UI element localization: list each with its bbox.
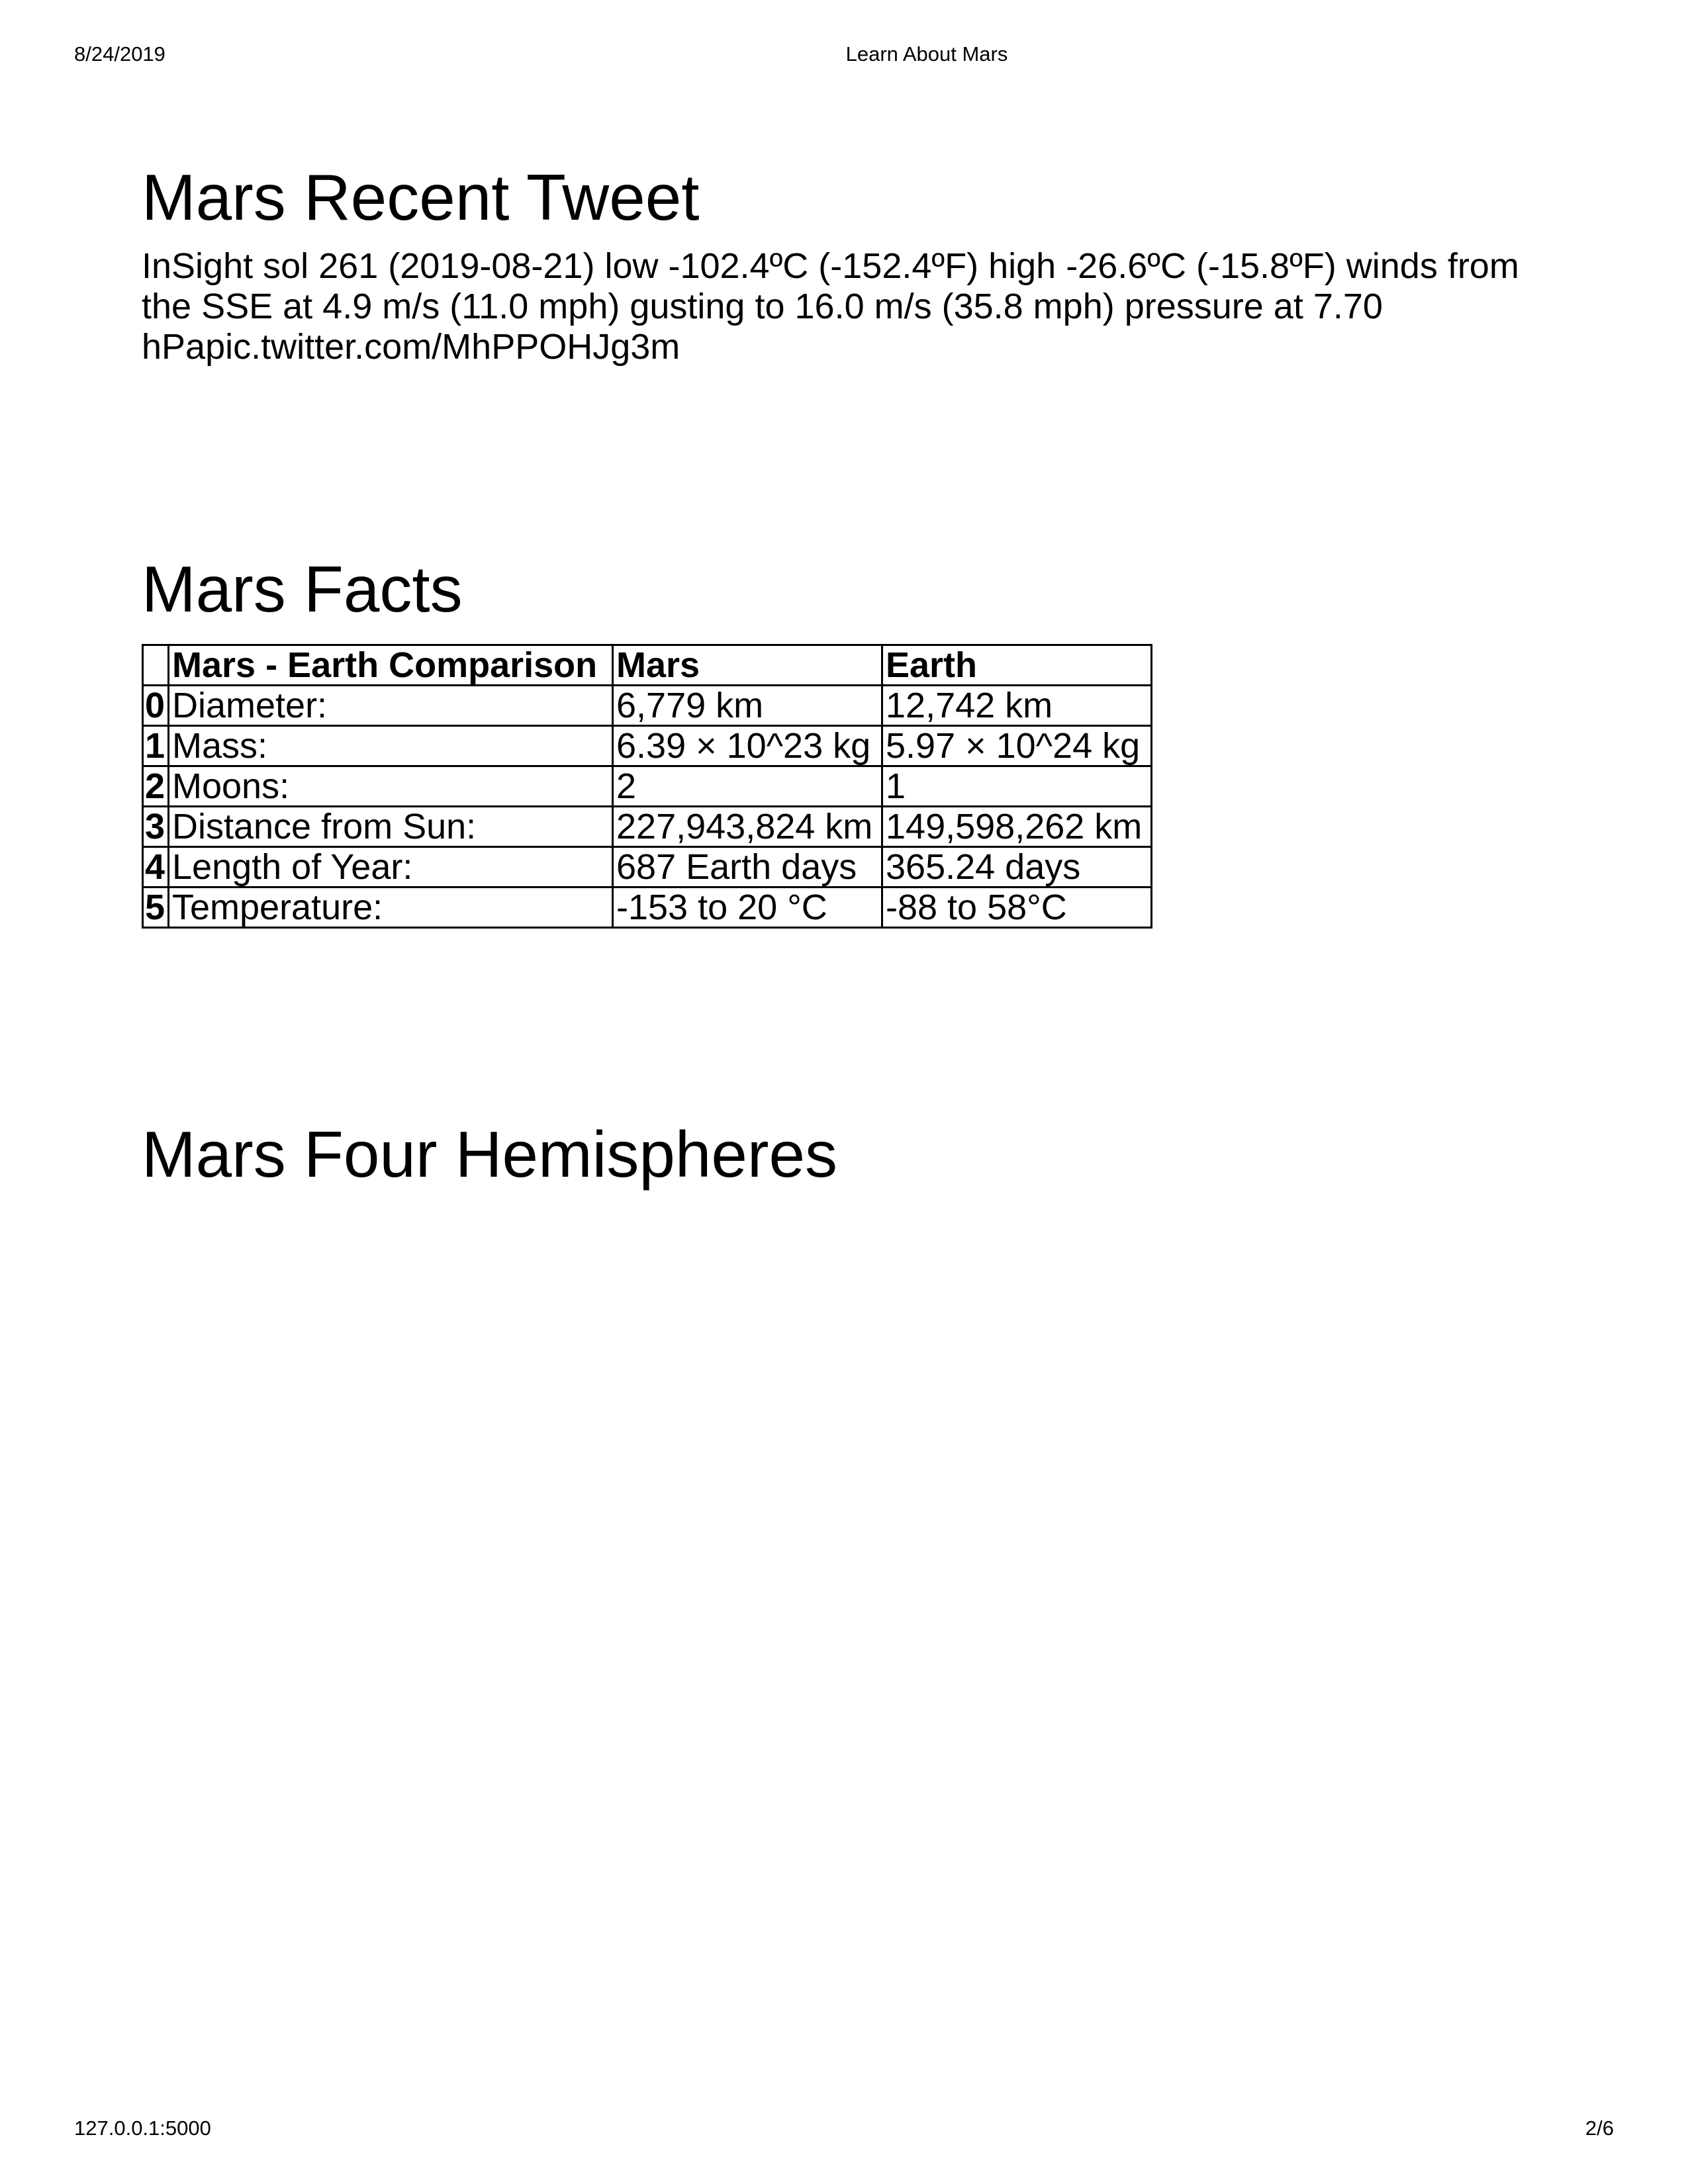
row-index-cell: 2 [143,766,169,807]
row-label-cell: Temperature: [169,887,613,928]
facts-table-container [142,644,1565,929]
row-mars-cell: 2 [613,766,882,807]
row-mars-cell: 687 Earth days [613,847,882,887]
row-earth-cell: 149,598,262 km [882,807,1152,847]
hemispheres-section-heading: Mars Four Hemispheres [142,1118,838,1191]
row-earth-cell: 12,742 km [882,686,1152,726]
row-index-cell: 5 [143,887,169,928]
table-header-row [143,645,1152,686]
row-earth-cell: 5.97 × 10^24 kg [882,726,1152,766]
tweet-section-heading: Mars Recent Tweet [142,161,700,234]
header-mars-cell: Mars [613,645,882,686]
table-row [143,766,1152,807]
row-label-cell: Diameter: [169,686,613,726]
row-mars-cell: 6,779 km [613,686,882,726]
row-earth-cell: -88 to 58°C [882,887,1152,928]
table-row [143,847,1152,887]
print-header-date: 8/24/2019 [74,42,165,66]
print-header-title: Learn About Mars [845,42,1008,66]
facts-section-heading: Mars Facts [142,553,463,625]
row-mars-cell: 6.39 × 10^23 kg [613,726,882,766]
header-index-cell [143,645,169,686]
row-mars-cell: 227,943,824 km [613,807,882,847]
row-label-cell: Mass: [169,726,613,766]
tweet-text: InSight sol 261 (2019-08-21) low -102.4ºC (-152.4ºF) high -26.6ºC (-15.8ºF) winds from the SSE at 4.9 m/s (11.0 mph) gusting to 16.0 m/s (35.8 mph) pressure at 7.70 hPapic.twitter.com/MhPPOHJg3m [142,246,1519,367]
header-comparison-cell: Mars - Earth Comparison [169,645,613,686]
table-row [143,686,1152,726]
row-label-cell: Length of Year: [169,847,613,887]
row-index-cell: 3 [143,807,169,847]
row-label-cell: Moons: [169,766,613,807]
table-row [143,726,1152,766]
row-earth-cell: 365.24 days [882,847,1152,887]
row-mars-cell: -153 to 20 °C [613,887,882,928]
row-index-cell: 0 [143,686,169,726]
row-index-cell: 4 [143,847,169,887]
row-label-cell: Distance from Sun: [169,807,613,847]
print-footer-page-number: 2/6 [1585,2116,1614,2140]
table-row [143,887,1152,928]
print-footer-url: 127.0.0.1:5000 [74,2116,211,2140]
row-index-cell: 1 [143,726,169,766]
row-earth-cell: 1 [882,766,1152,807]
table-row [143,807,1152,847]
mars-earth-comparison-table [142,644,1152,929]
header-earth-cell: Earth [882,645,1152,686]
